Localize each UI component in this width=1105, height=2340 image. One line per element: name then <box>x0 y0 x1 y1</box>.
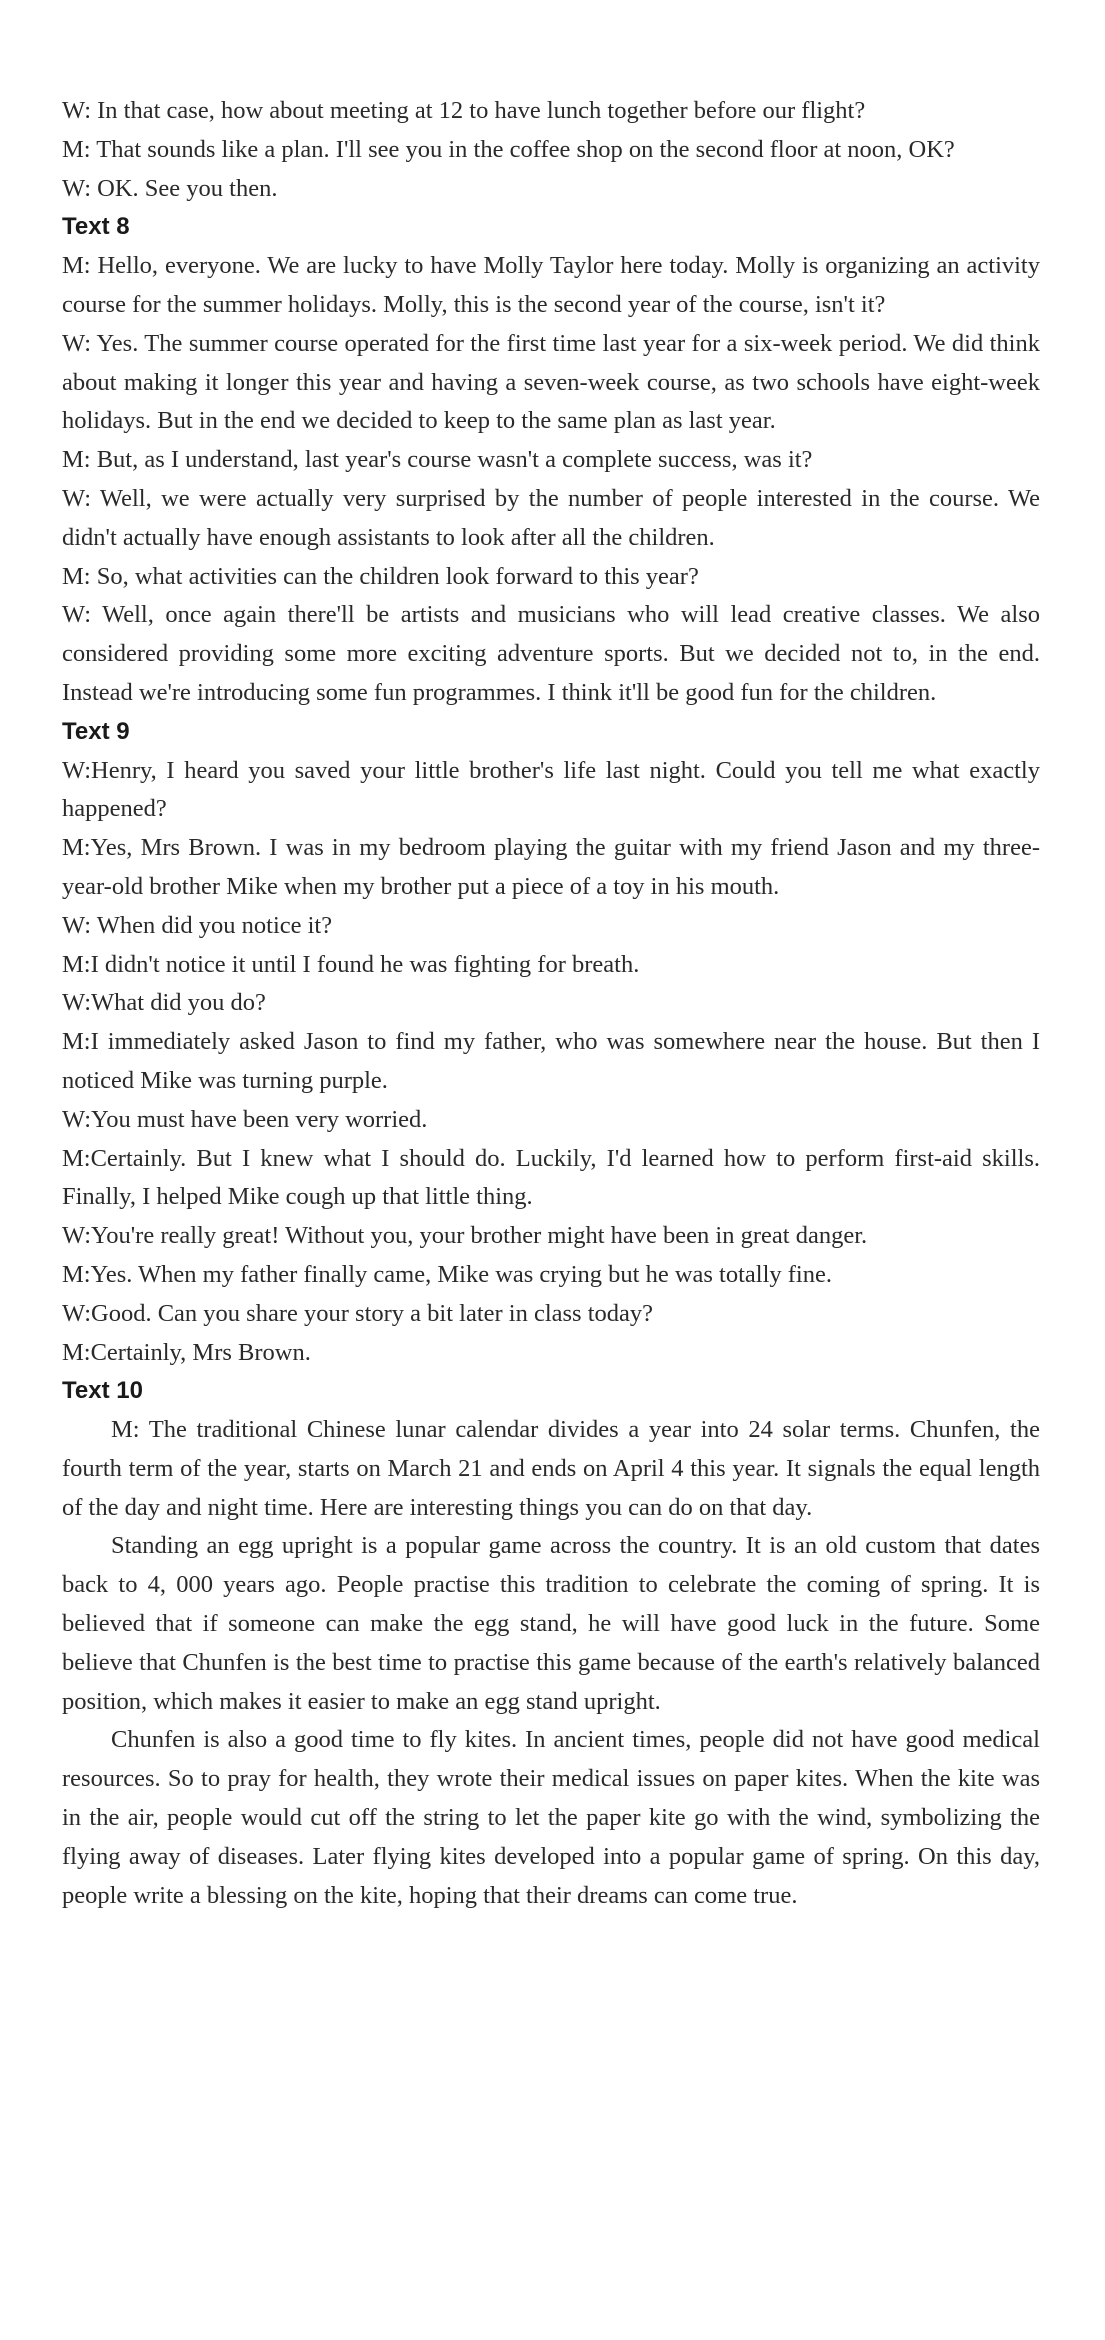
dialogue-line: W: When did you notice it? <box>62 911 333 939</box>
dialogue-line: M: That sounds like a plan. I'll see you in the coffee shop on the second floor at noon, OK? <box>62 135 955 163</box>
dialogue-line: W:Good. Can you share your story a bit later in class today? <box>62 1299 654 1327</box>
dialogue-line: M:I didn't notice it until I found he was fighting for breath. <box>62 950 640 978</box>
dialogue-line: M: So, what activities can the children look forward to this year? <box>62 562 699 590</box>
dialogue-line: M:Certainly. But I knew what I should do. Luckily, I'd learned how to perform first-aid skills. Finally, I helped Mike cough up that little thing. <box>62 1144 1040 1211</box>
section-heading-text-9: Text 9 <box>62 717 130 745</box>
transcript-page <box>62 92 1040 1915</box>
dialogue-line: M:Certainly, Mrs Brown. <box>62 1338 311 1366</box>
dialogue-line: W: OK. See you then. <box>62 174 278 202</box>
monologue-paragraph: Chunfen is also a good time to fly kites. In ancient times, people did not have good medical resources. So to pray for health, they wrote their medical issues on paper kites. When the kite was in the air, people would cut off the string to let the paper kite go with the wind, symbolizing the flying away of diseases. Later flying kites developed into a popular game of spring. On this day, people write a blessing on the kite, hoping that their dreams can come true. <box>62 1726 1040 1909</box>
monologue-paragraph: M: The traditional Chinese lunar calendar divides a year into 24 solar terms. Chunfen, the fourth term of the year, starts on March 21 and ends on April 4 this year. It signals the equal length of the day and night time. Here are interesting things you can do on that day. <box>62 1416 1040 1521</box>
dialogue-line: W:Henry, I heard you saved your little brother's life last night. Could you tell me what exactly happened? <box>62 756 1040 823</box>
dialogue-line: W:You must have been very worried. <box>62 1105 428 1133</box>
section-heading-text-8: Text 8 <box>62 213 130 241</box>
monologue-paragraph: Standing an egg upright is a popular game across the country. It is an old custom that dates back to 4, 000 years ago. People practise this tradition to celebrate the coming of spring. It is believed that if someone can make the egg stand, he will have good luck in the future. Some believe that Chunfen is the best time to practise this game because of the earth's relatively balanced position, which makes it easier to make an egg stand upright. <box>62 1532 1040 1715</box>
dialogue-line: W: Well, we were actually very surprised by the number of people interested in the course. We didn't actually have enough assistants to look after all the children. <box>62 484 1040 551</box>
dialogue-line: W:You're really great! Without you, your brother might have been in great danger. <box>62 1222 868 1250</box>
dialogue-line: W: In that case, how about meeting at 12 to have lunch together before our flight? <box>62 97 866 124</box>
dialogue-line: M:Yes, Mrs Brown. I was in my bedroom playing the guitar with my friend Jason and my three-year-old brother Mike when my brother put a piece of a toy in his mouth. <box>62 834 1040 900</box>
section-heading-text-10: Text 10 <box>62 1377 143 1405</box>
dialogue-line: M:I immediately asked Jason to find my father, who was somewhere near the house. But then I noticed Mike was turning purple. <box>62 1028 1040 1094</box>
dialogue-line: W:What did you do? <box>62 989 266 1017</box>
dialogue-line: M: But, as I understand, last year's course wasn't a complete success, was it? <box>62 446 813 474</box>
dialogue-line: W: Yes. The summer course operated for the first time last year for a six-week period. We did think about making it longer this year and having a seven-week course, as two schools have eight-week holidays. But in the end we decided to keep to the same plan as last year. <box>62 329 1040 435</box>
dialogue-line: W: Well, once again there'll be artists and musicians who will lead creative classes. We also considered providing some more exciting adventure sports. But we decided not to, in the end. Instead we're introducing some fun programmes. I think it'll be good fun for the children. <box>62 601 1040 706</box>
dialogue-line: M: Hello, everyone. We are lucky to have Molly Taylor here today. Molly is organizing an activity course for the summer holidays. Molly, this is the second year of the course, isn't it? <box>62 252 1040 318</box>
dialogue-line: M:Yes. When my father finally came, Mike was crying but he was totally fine. <box>62 1260 832 1288</box>
